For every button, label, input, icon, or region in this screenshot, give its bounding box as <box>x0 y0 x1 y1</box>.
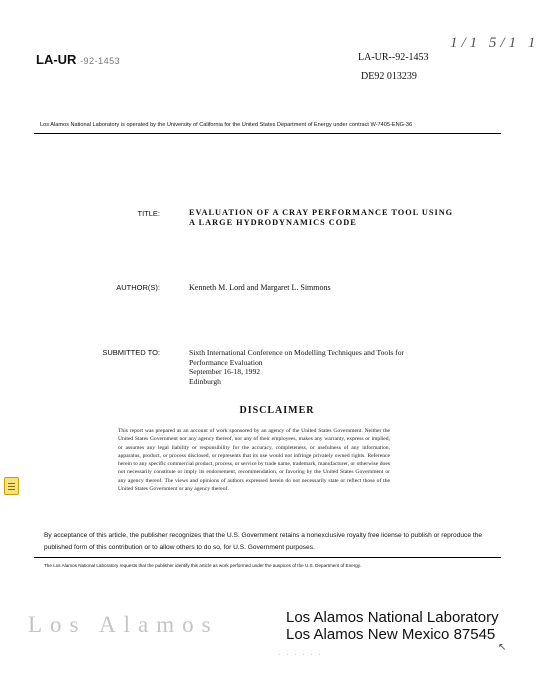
submitted-to <box>189 348 404 386</box>
authors: Kenneth M. Lord and Margaret L. Simmons <box>189 283 331 292</box>
author-label: AUTHOR(S): <box>116 283 160 292</box>
auspices-request: The Los Alamos National Laboratory requests that the publisher identify this article as work performed under the auspices of the U.S. Department of Energy. <box>44 563 362 568</box>
submitted-line: Edinburgh <box>189 376 221 386</box>
note-line <box>8 483 15 484</box>
submitted-line: Performance Evaluation <box>189 357 263 367</box>
lanl-prefix: LA-UR <box>36 52 77 67</box>
disclaimer-body: This report was prepared as an account of work sponsored by an agency of the United States Government. Neither the United States Government nor any agency thereof, nor any of their employees, makes any warranty, express or implied, or assumes any legal liability or responsibility for the accuracy, completeness, or usefulness of any information, apparatus, product, or process disclosed, or represents that its use would not infringe privately owned rights. Reference herein to any specific commercial product, process, or service by trade name, trademark, manufacturer, or otherwise does not necessarily constitute or imply its endorsement, recommendation, or favoring by the United States Government or any agency thereof. The views and opinions of authors expressed herein do not necessarily state or reflect those of the United States Government or any agency thereof. <box>118 428 390 493</box>
lanl-suffix: -92-1453 <box>80 56 121 66</box>
submitted-label: SUBMITTED TO: <box>102 348 160 357</box>
submitted-line: September 16-18, 1992 <box>189 367 261 376</box>
acceptance-statement: By acceptance of this article, the publisher recognizes that the U.S. Government retains a nonexclusive royalty free license to publish or reproduce the published form of this contribution or to allow others to do so, for U.S. Government purposes. <box>44 532 482 551</box>
report-id: DE92 013239 <box>361 71 417 82</box>
handwritten-mark: 1/1 5/1 1 <box>450 35 540 51</box>
sticky-note-icon[interactable] <box>4 477 19 495</box>
operated-statement: Los Alamos National Laboratory is operated by the University of California for the United States Department of Energy under contract W-7405-ENG-36 <box>40 122 413 128</box>
title-line: EVALUATION OF A CRAY PERFORMANCE TOOL USING <box>189 208 454 217</box>
report-number: LA-UR--92-1453 <box>358 52 429 63</box>
los-alamos-logo: Los Alamos <box>28 612 219 637</box>
disclaimer-heading: DISCLAIMER <box>239 405 315 416</box>
title-line: A LARGE HYDRODYNAMICS CODE <box>189 218 357 227</box>
submitted-line: Sixth International Conference on Modelling Techniques and Tools for <box>189 348 405 357</box>
corner-mark: ↖ <box>498 642 507 653</box>
note-line <box>8 489 15 490</box>
document-title <box>189 208 453 228</box>
top-rule-divider <box>34 133 501 134</box>
report-series-id <box>36 52 120 67</box>
note-line <box>8 486 15 487</box>
lab-location: Los Alamos New Mexico 87545 <box>286 626 496 643</box>
scan-specks: · · · · · · <box>278 651 323 659</box>
lab-name: Los Alamos National Laboratory <box>286 609 499 626</box>
bottom-rule-divider <box>34 557 501 558</box>
title-label: TITLE: <box>137 209 160 218</box>
